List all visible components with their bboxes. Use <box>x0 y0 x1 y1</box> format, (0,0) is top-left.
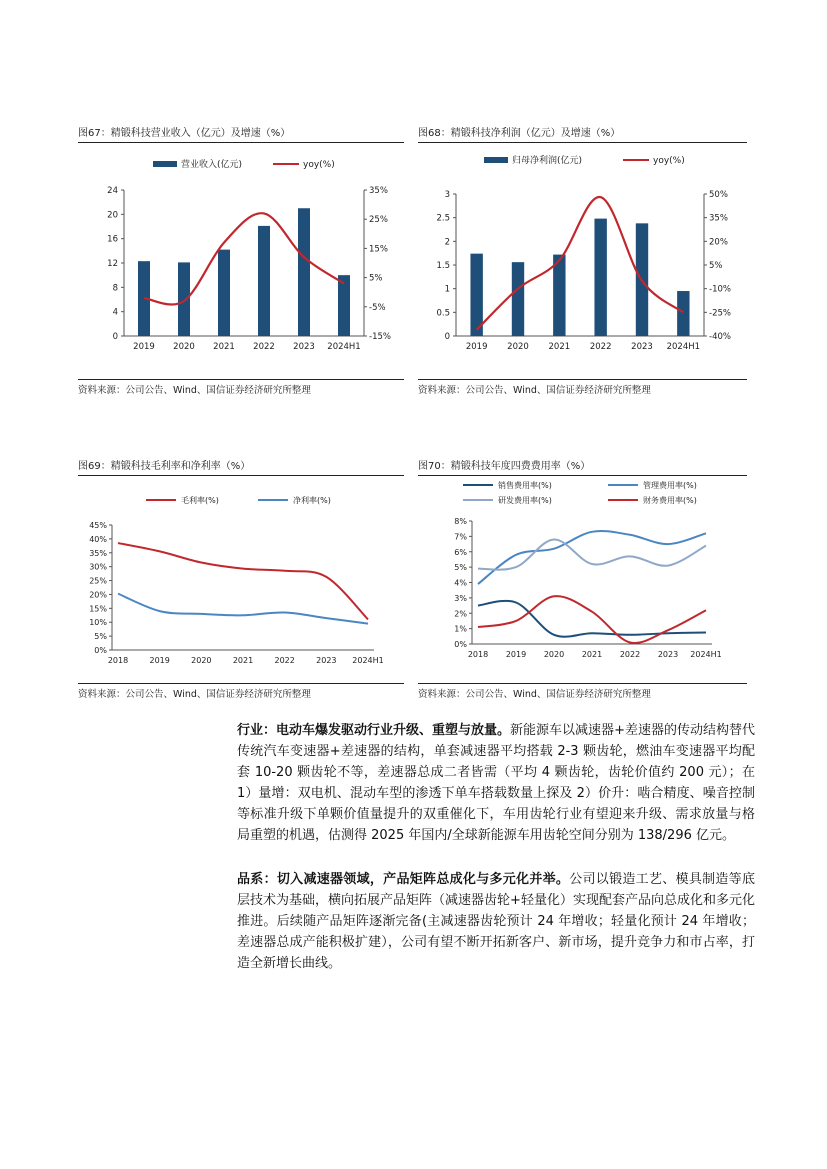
y-tick-label: 15% <box>89 604 107 614</box>
x-tick-label: 2020 <box>191 656 212 665</box>
figure-67-bottom-rule <box>78 379 404 380</box>
bar-2022 <box>594 219 606 336</box>
figure-69-chart <box>78 479 404 682</box>
bar-2022 <box>258 226 270 336</box>
figure-69 <box>78 457 404 703</box>
legend-label-1: 净利率(%) <box>293 496 331 505</box>
y-left-tick-label: 3 <box>444 190 450 200</box>
y-left-tick-label: 0.5 <box>436 308 450 319</box>
y-right-tick-label: 5% <box>369 273 383 284</box>
bar-2020 <box>178 262 190 336</box>
x-tick-label: 2018 <box>107 656 129 665</box>
x-tick-label: 2022 <box>619 650 641 659</box>
y-right-tick-label: 5% <box>709 261 723 271</box>
legend-label-1: 管理费用率(%) <box>643 481 697 490</box>
legend-swatch-bar <box>153 161 177 167</box>
y-tick-label: 5% <box>454 563 467 573</box>
bar-2024H1 <box>338 275 350 336</box>
y-right-tick-label: 25% <box>369 215 388 226</box>
y-left-tick-label: 12 <box>107 259 118 269</box>
paragraph-products-heading: 品系：切入减速器领域，产品矩阵总成化与多元化并举。 <box>237 872 570 887</box>
x-tick-label: 2023 <box>657 650 679 659</box>
series-line-0 <box>118 543 368 619</box>
x-tick-label: 2021 <box>232 656 254 665</box>
y-tick-label: 3% <box>454 593 467 603</box>
x-tick-label: 2023 <box>316 656 337 665</box>
line-yoy <box>477 197 684 330</box>
paragraph-industry-body: 新能源车以减速器+差速器的传动结构替代传统汽车变速器+差速器的结构，单套减速器平均搭载 2-3 颗齿轮，燃油车变速器平均配套 10-20 颗齿轮不等，差速器总成二者皆需（平均 4 颗齿轮，齿轮价值约 200 元）；在 1）量增：双电机、混动车型的渗透下单车搭载数量上探及 2）价升：啮合精度、噪音控制等标准升级下单颗价值量提升的双重催化下，车用齿轮行业有望迎来升级、需求放量与格局重塑的机遇，估测得 2025 年国内/全球新能源车用齿轮空间分别为 138/296 亿元。 <box>237 723 755 843</box>
x-tick-label: 2022 <box>274 656 295 665</box>
y-tick-label: 1% <box>454 624 467 634</box>
x-tick-label: 2024H1 <box>666 342 701 352</box>
y-right-tick-label: 35% <box>709 213 728 224</box>
figure-67 <box>78 124 404 398</box>
legend-label-2: 研发费用率(%) <box>498 496 552 505</box>
x-tick-label: 2021 <box>581 650 603 659</box>
figure-68 <box>418 124 747 398</box>
figure-70-bottom-rule <box>418 683 747 684</box>
y-tick-label: 6% <box>454 547 467 557</box>
y-tick-label: 10% <box>89 618 107 628</box>
y-tick-label: 4% <box>454 578 467 588</box>
x-tick-label: 2023 <box>631 342 653 352</box>
y-left-tick-label: 2 <box>444 237 450 248</box>
y-right-tick-label: -10% <box>709 284 731 295</box>
y-tick-label: 2% <box>454 609 467 619</box>
paragraph-industry-heading: 行业：电动车爆发驱动行业升级、重塑与放量。 <box>237 723 511 738</box>
y-left-tick-label: 1.5 <box>436 261 450 271</box>
bar-2023 <box>298 208 310 336</box>
figure-69-top-rule <box>78 475 404 476</box>
legend-label-3: 财务费用率(%) <box>643 496 697 505</box>
x-tick-label: 2020 <box>507 342 529 352</box>
legend-label-0: 销售费用率(%) <box>498 481 552 490</box>
figure-67-title: 图67：精锻科技营业收入（亿元）及增速（%） <box>78 128 291 139</box>
x-tick-label: 2024H1 <box>352 656 384 665</box>
y-right-tick-label: -15% <box>369 332 391 342</box>
y-tick-label: 5% <box>94 632 107 642</box>
figure-70-source: 资料来源：公司公告、Wind、国信证券经济研究所整理 <box>418 689 651 700</box>
x-tick-label: 2019 <box>133 342 155 352</box>
x-tick-label: 2021 <box>213 342 235 352</box>
bar-2024H1 <box>677 291 689 336</box>
legend-swatch-bar <box>484 157 508 163</box>
y-tick-label: 25% <box>89 576 107 586</box>
x-tick-label: 2022 <box>589 342 612 352</box>
figure-70-chart <box>418 479 747 682</box>
y-right-tick-label: 35% <box>369 186 388 196</box>
figure-69-bottom-rule <box>78 683 404 684</box>
y-left-tick-label: 16 <box>107 234 118 245</box>
x-tick-label: 2019 <box>149 656 170 665</box>
x-tick-label: 2020 <box>543 650 565 659</box>
x-tick-label: 2020 <box>173 342 195 352</box>
y-tick-label: 8% <box>454 517 467 526</box>
x-tick-label: 2023 <box>293 342 315 352</box>
y-right-tick-label: -5% <box>369 302 386 313</box>
y-tick-label: 0% <box>454 640 467 649</box>
x-tick-label: 2018 <box>467 650 489 659</box>
y-tick-label: 35% <box>89 548 107 558</box>
bar-2021 <box>553 255 565 336</box>
figure-67-chart <box>78 146 404 378</box>
y-tick-label: 0% <box>94 646 107 655</box>
figure-69-title: 图69：精锻科技毛利率和净利率（%） <box>78 461 251 472</box>
bar-2021 <box>218 250 230 336</box>
y-left-tick-label: 2.5 <box>436 213 450 224</box>
legend-label-line: yoy(%) <box>303 160 335 170</box>
y-tick-label: 20% <box>89 590 107 600</box>
figure-69-source: 资料来源：公司公告、Wind、国信证券经济研究所整理 <box>78 689 311 700</box>
paragraph-products-body: 公司以锻造工艺、模具制造等底层技术为基础，横向拓展产品矩阵（减速器齿轮+轻量化）实现配套产品向总成化和多元化推进。后续随产品矩阵逐渐完备(主减速器齿轮预计 24 年增收；轻量化预计 24 年增收；差速器总成产能积极扩建），公司有望不断开拓新客户、新市场，提升竞争力和市占率，打造全新增长曲线。 <box>237 872 755 971</box>
y-right-tick-label: -25% <box>709 308 731 319</box>
figure-67-source: 资料来源：公司公告、Wind、国信证券经济研究所整理 <box>78 385 311 396</box>
y-tick-label: 30% <box>89 562 107 572</box>
series-line-0 <box>478 601 706 637</box>
paragraph-industry <box>237 720 755 846</box>
x-tick-label: 2019 <box>505 650 527 659</box>
figure-68-chart <box>418 146 747 378</box>
figure-68-source: 资料来源：公司公告、Wind、国信证券经济研究所整理 <box>418 385 651 396</box>
figure-68-title: 图68：精锻科技净利润（亿元）及增速（%） <box>418 128 621 139</box>
figure-67-top-rule <box>78 142 404 143</box>
y-left-tick-label: 4 <box>112 307 118 318</box>
y-right-tick-label: -40% <box>709 332 731 342</box>
y-left-tick-label: 20 <box>107 210 118 221</box>
line-yoy <box>144 213 344 304</box>
x-tick-label: 2021 <box>548 342 571 352</box>
y-left-tick-label: 1 <box>444 284 450 295</box>
bar-2020 <box>512 262 524 336</box>
x-tick-label: 2022 <box>253 342 275 352</box>
y-left-tick-label: 8 <box>112 283 118 294</box>
figure-70 <box>418 457 747 703</box>
y-right-tick-label: 50% <box>709 190 728 200</box>
figure-68-top-rule <box>418 142 747 143</box>
figure-68-bottom-rule <box>418 379 747 380</box>
bar-2019 <box>470 254 482 336</box>
x-tick-label: 2024H1 <box>327 342 361 352</box>
y-right-tick-label: 15% <box>369 244 388 255</box>
y-left-tick-label: 0 <box>444 332 450 342</box>
legend-label-0: 毛利率(%) <box>181 496 219 505</box>
x-tick-label: 2019 <box>465 342 488 352</box>
series-line-3 <box>478 596 706 643</box>
y-tick-label: 7% <box>454 532 467 542</box>
y-left-tick-label: 24 <box>107 186 118 196</box>
figure-70-top-rule <box>418 475 747 476</box>
series-line-1 <box>118 594 368 624</box>
paragraph-products <box>237 869 755 974</box>
legend-label-bar: 归母净利润(亿元) <box>512 156 583 166</box>
figure-70-title: 图70：精锻科技年度四费费用率（%） <box>418 461 591 472</box>
y-tick-label: 45% <box>89 521 107 530</box>
y-tick-label: 40% <box>89 534 107 544</box>
y-right-tick-label: 20% <box>709 237 728 248</box>
series-line-1 <box>478 531 706 584</box>
y-left-tick-label: 0 <box>112 332 118 342</box>
legend-label-line: yoy(%) <box>653 156 685 166</box>
x-tick-label: 2024H1 <box>690 650 722 659</box>
legend-label-bar: 营业收入(亿元) <box>181 160 243 170</box>
